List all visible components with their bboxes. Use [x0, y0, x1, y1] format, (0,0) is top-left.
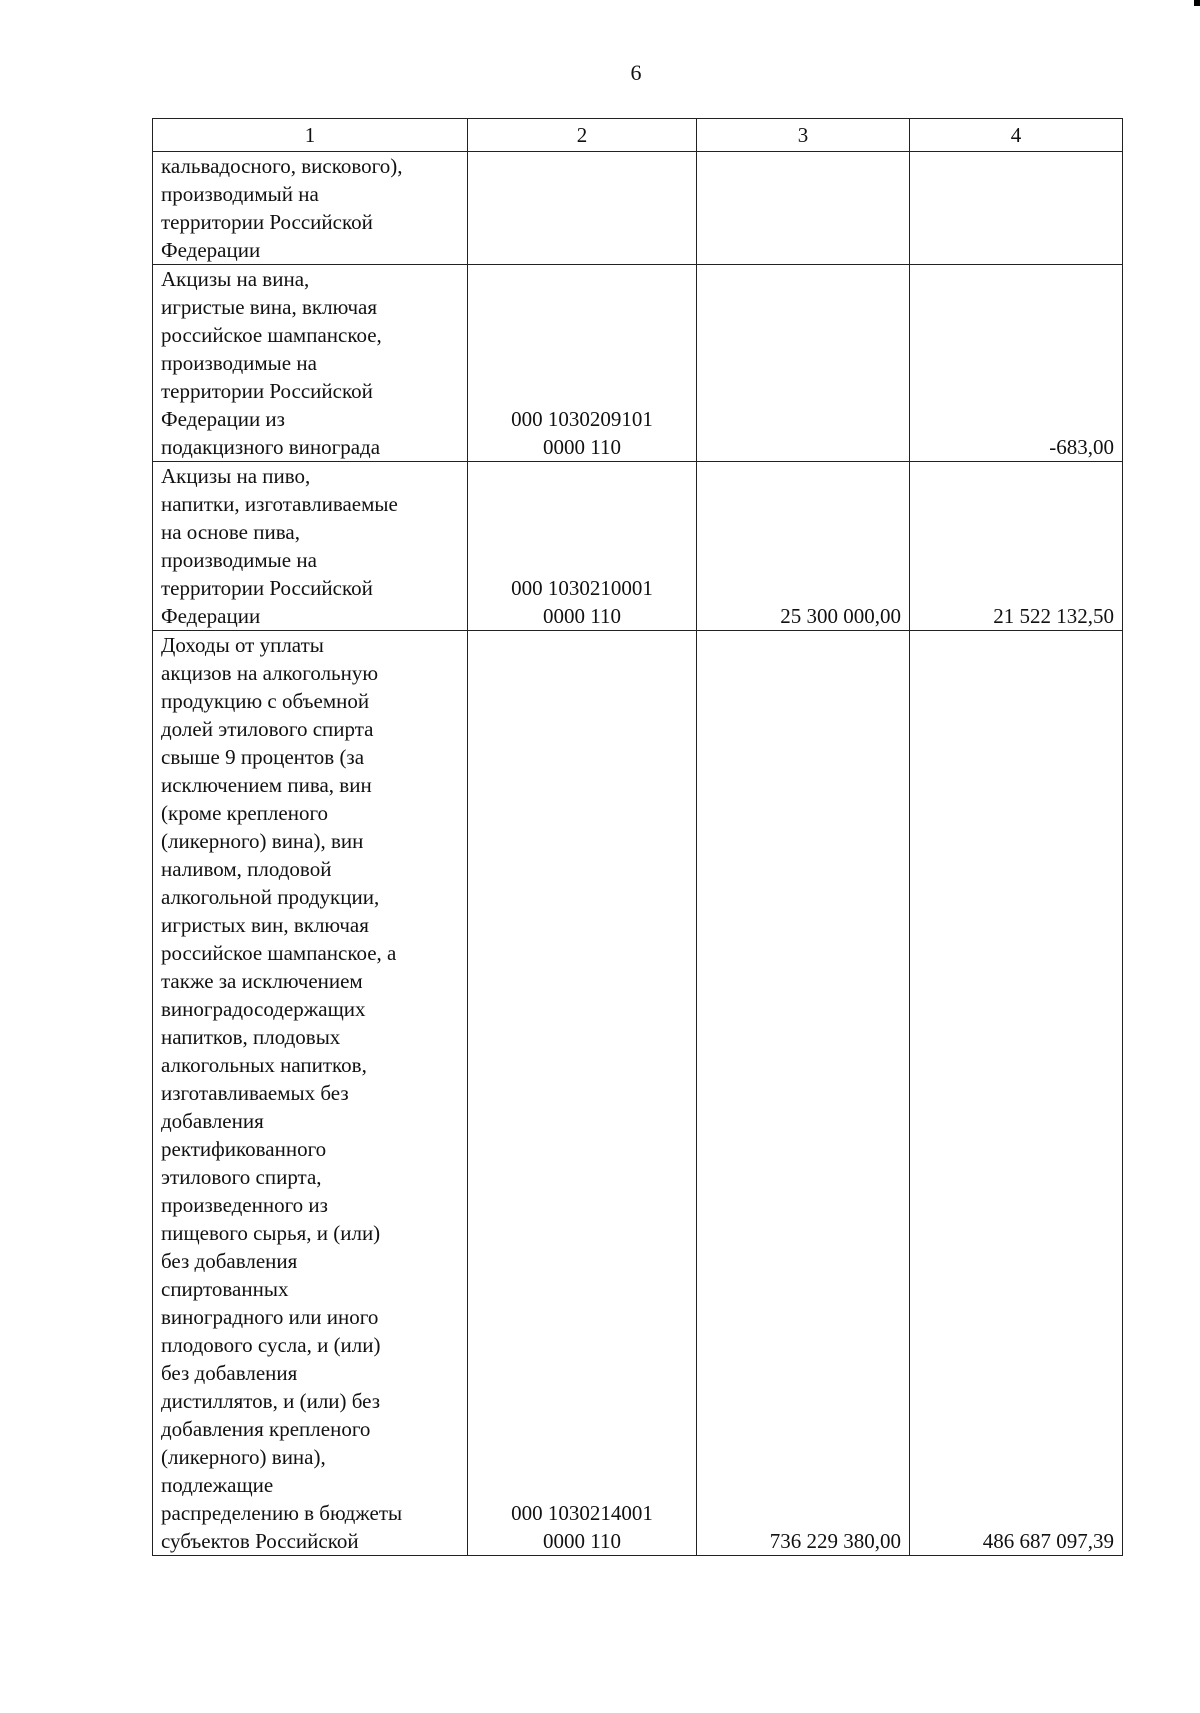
column-header-1: 1	[153, 119, 468, 152]
row-code	[468, 152, 697, 265]
table-row	[153, 152, 1123, 265]
row-plan-value: 736 229 380,00	[697, 631, 910, 1556]
row-actual-value: 486 687 097,39	[910, 631, 1123, 1556]
column-header-4: 4	[910, 119, 1123, 152]
column-header-3: 3	[697, 119, 910, 152]
row-plan-value: 25 300 000,00	[697, 462, 910, 631]
row-description: Акцизы на пиво, напитки, изготавливаемые на основе пива, производимые на территории Российской Федерации	[153, 462, 468, 631]
table-row	[153, 265, 1123, 462]
row-actual-value: 21 522 132,50	[910, 462, 1123, 631]
table-header-row	[153, 119, 1123, 152]
budget-table	[152, 118, 1123, 1556]
row-code: 000 1030209101 0000 110	[468, 265, 697, 462]
row-description: Акцизы на вина, игристые вина, включая российское шампанское, производимые на территории Российской Федерации из подакцизного винограда	[153, 265, 468, 462]
row-code: 000 1030210001 0000 110	[468, 462, 697, 631]
table-row	[153, 631, 1123, 1556]
scan-corner-mark	[1194, 0, 1200, 6]
row-plan-value	[697, 265, 910, 462]
row-description: Доходы от уплаты акцизов на алкогольную продукцию с объемной долей этилового спирта свыше 9 процентов (за исключением пива, вин (кроме крепленого (ликерного) вина), вин наливом, плодовой алкогольной продукции, игристых вин, включая российское шампанское, а также за исключением виноградосодержащих напитков, плодовых алкогольных напитков, изготавливаемых без добавления ректификованного этилового спирта, произведенного из пищевого сырья, и (или) без добавления спиртованных виноградного или иного плодового сусла, и (или) без добавления дистиллятов, и (или) без добавления крепленого (ликерного) вина), подлежащие распределению в бюджеты субъектов Российской	[153, 631, 468, 1556]
row-plan-value	[697, 152, 910, 265]
row-actual-value	[910, 152, 1123, 265]
page-number: 6	[630, 60, 642, 85]
row-description: кальвадосного, вискового), производимый на территории Российской Федерации	[153, 152, 468, 265]
row-code: 000 1030214001 0000 110	[468, 631, 697, 1556]
column-header-2: 2	[468, 119, 697, 152]
table-row	[153, 462, 1123, 631]
row-actual-value: -683,00	[910, 265, 1123, 462]
